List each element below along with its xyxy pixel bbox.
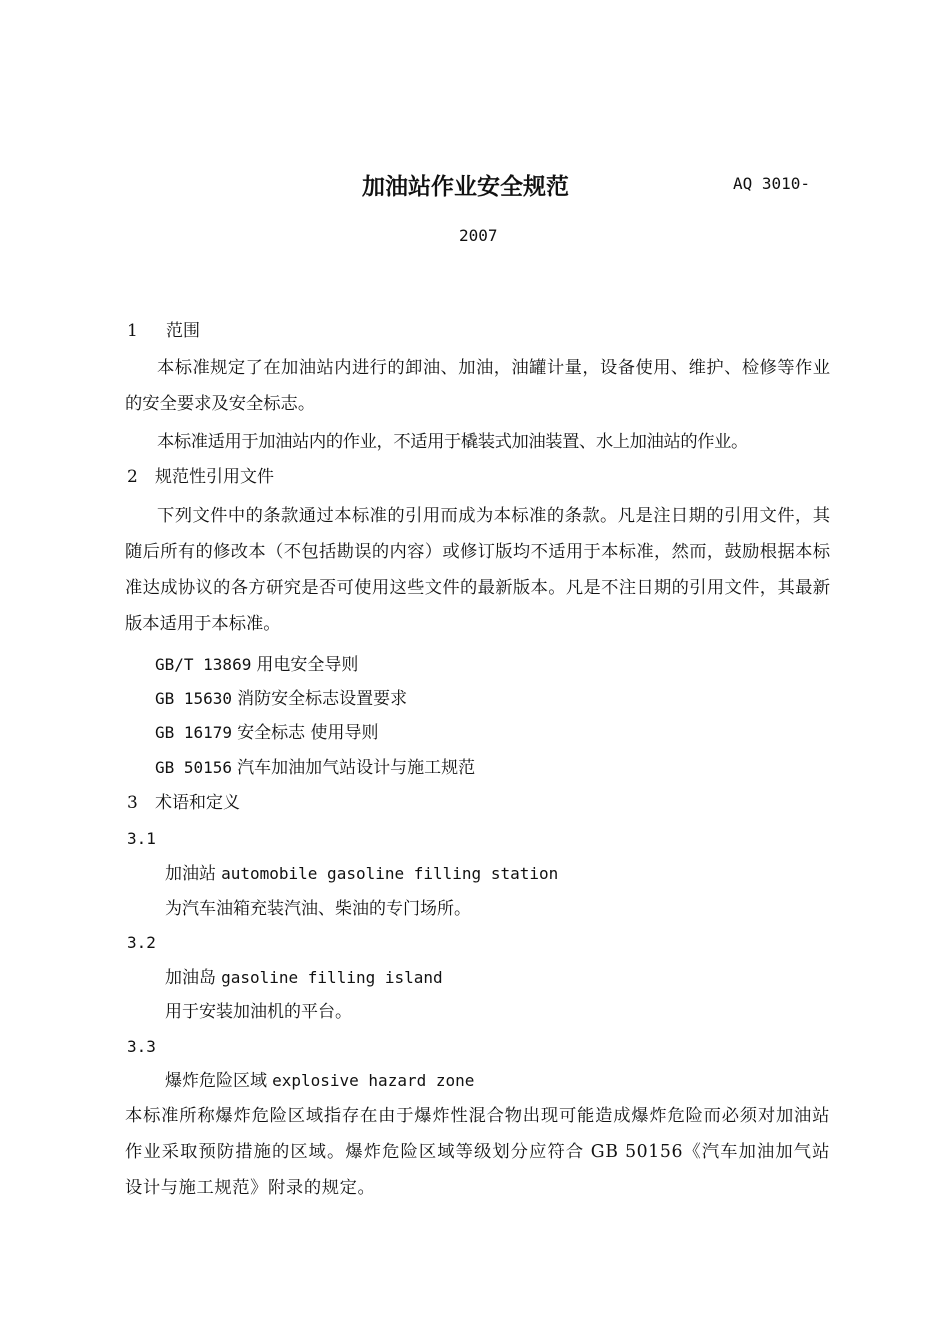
- section-1-paragraph-1: 本标准规定了在加油站内进行的卸油、加油，油罐计量，设备使用、维护、检修等作业的安全要求及安全标志。: [125, 358, 830, 414]
- reference-code: GB/T 13869: [155, 655, 252, 674]
- term-number: 3.2: [127, 933, 156, 952]
- term-definition: 为汽车油箱充装汽油、柴油的专门场所。: [165, 899, 471, 919]
- reference-code: GB 15630: [155, 689, 233, 708]
- term-number: 3.1: [127, 829, 156, 848]
- section-1-paragraph-2: 本标准适用于加油站内的作业，不适用于橇装式加油装置、水上加油站的作业。: [157, 432, 748, 452]
- reference-code: GB 16179: [155, 723, 233, 742]
- section-1-heading: 范围: [166, 321, 200, 341]
- term-number: 3.3: [127, 1037, 156, 1056]
- reference-code: GB 50156: [155, 758, 233, 777]
- section-3-heading: 术语和定义: [155, 793, 240, 813]
- section-2-paragraph: 下列文件中的条款通过本标准的引用而成为本标准的条款。凡是注日期的引用文件，其随后所有的修改本（不包括勘误的内容）或修订版均不适用于本标准，然而，鼓励根据本标准达成协议的各方研究是否可使用这些文件的最新版本。凡是不注日期的引用文件，其最新版本适用于本标准。: [125, 506, 830, 634]
- section-2-heading: 规范性引用文件: [155, 467, 274, 487]
- term-zh: 加油站: [165, 864, 216, 884]
- reference-name: 安全标志 使用导则: [237, 723, 379, 743]
- term-title: [165, 864, 558, 884]
- term-en: automobile gasoline filling station: [221, 864, 559, 883]
- reference-name: 用电安全导则: [256, 655, 359, 675]
- standard-code: AQ 3010-: [733, 174, 811, 193]
- term-title: [165, 1071, 474, 1091]
- reference-item: [155, 655, 358, 675]
- section-2-number: 2: [127, 467, 138, 487]
- term-definition: 用于安装加油机的平台。: [165, 1002, 352, 1022]
- term-title: [165, 968, 443, 988]
- term-en: gasoline filling island: [221, 968, 443, 987]
- term-zh: 爆炸危险区域: [165, 1071, 267, 1091]
- section-1-number: 1: [127, 321, 138, 341]
- term-zh: 加油岛: [165, 968, 216, 988]
- reference-item: [155, 723, 379, 743]
- standard-year: 2007: [459, 226, 498, 245]
- section-3-number: 3: [127, 793, 138, 813]
- term-en: explosive hazard zone: [272, 1071, 475, 1090]
- reference-item: [155, 758, 475, 778]
- term-definition: 本标准所称爆炸危险区域指存在由于爆炸性混合物出现可能造成爆炸危险而必须对加油站作业采取预防措施的区域。爆炸危险区域等级划分应符合 GB 50156《汽车加油加气站设计与施工规范》附录的规定。: [125, 1106, 830, 1198]
- reference-name: 消防安全标志设置要求: [237, 689, 408, 709]
- reference-name: 汽车加油加气站设计与施工规范: [237, 758, 476, 778]
- reference-item: [155, 689, 407, 709]
- document-title: 加油站作业安全规范: [362, 173, 569, 200]
